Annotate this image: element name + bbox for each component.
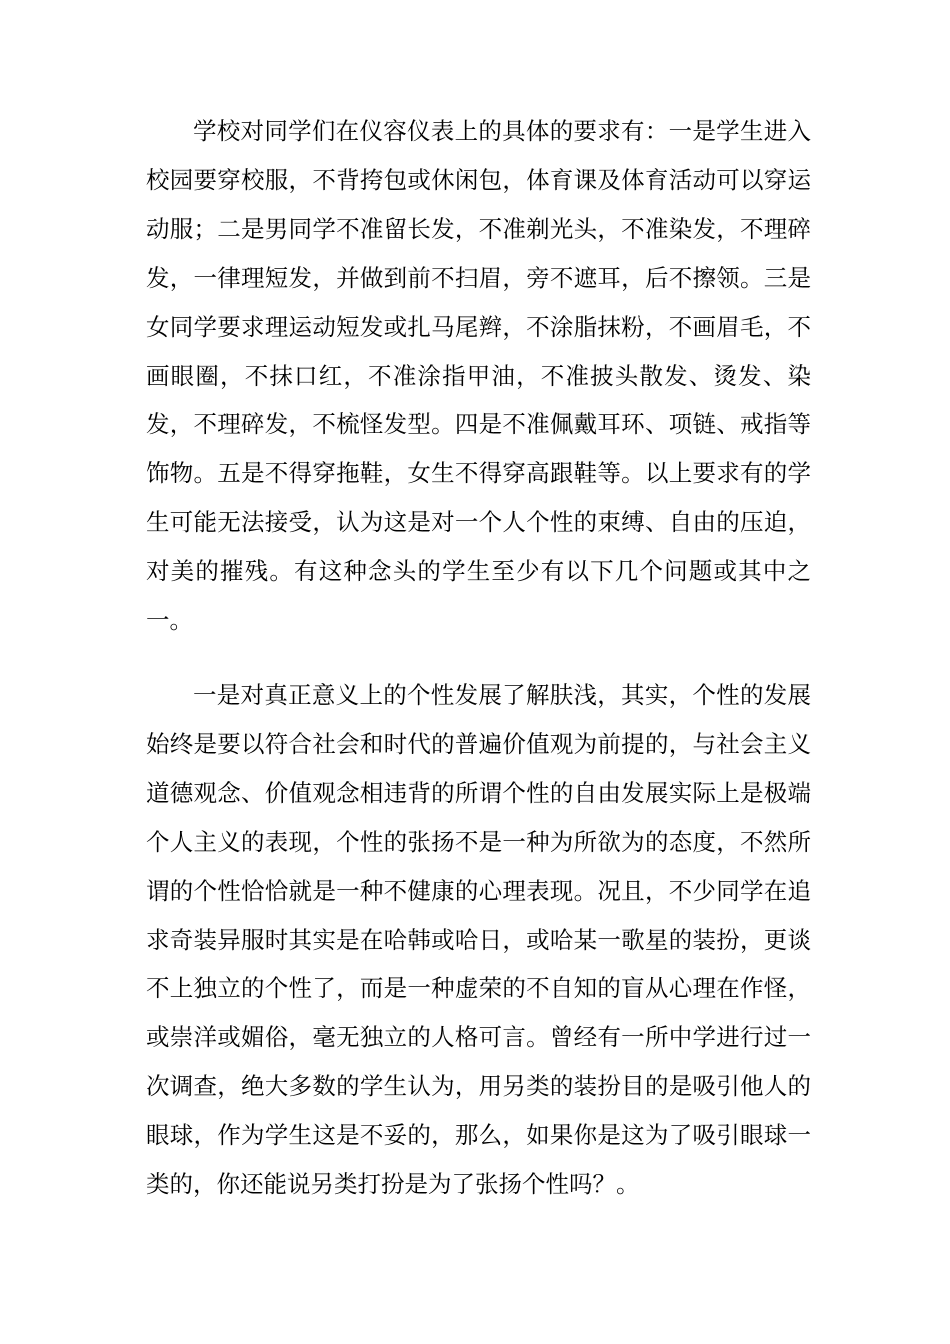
paragraph-dress-code-requirements: 学校对同学们在仪容仪表上的具体的要求有：一是学生进入校园要穿校服，不背挎包或休闲包，体育课及体育活动可以穿运动服；二是男同学不准留长发，不准剃光头，不准染发，不理碎发，一律理短发，并做到前不扫眉，旁不遮耳，后不擦领。三是女同学要求理运动短发或扎马尾辫，不涂脂抹粉，不画眉毛，不画眼圈，不抹口红，不准涂指甲油，不准披头散发、烫发、染发，不理碎发，不梳怪发型。四是不准佩戴耳环、项链、戒指等饰物。五是不得穿拖鞋，女生不得穿高跟鞋等。以上要求有的学生可能无法接受，认为这是对一个人个性的束缚、自由的压迫，对美的摧残。有这种念头的学生至少有以下几个问题或其中之一。 [146,117,811,635]
paragraph-individuality-discussion: 一是对真正意义上的个性发展了解肤浅，其实，个性的发展始终是要以符合社会和时代的普遍价值观为前提的，与社会主义道德观念、价值观念相违背的所谓个性的自由发展实际上是极端个人主义的表现，个性的张扬不是一种为所欲为的态度，不然所谓的个性恰恰就是一种不健康的心理表现。况且，不少同学在追求奇装异服时其实是在哈韩或哈日，或哈某一歌星的装扮，更谈不上独立的个性了，而是一种虚荣的不自知的盲从心理在作怪，或崇洋或媚俗，毫无独立的人格可言。曾经有一所中学进行过一次调查，绝大多数的学生认为，用另类的装扮目的是吸引他人的眼球，作为学生这是不妥的，那么，如果你是这为了吸引眼球一类的，你还能说另类打扮是为了张扬个性吗？。 [146,680,811,1199]
document-body [146,107,811,1209]
